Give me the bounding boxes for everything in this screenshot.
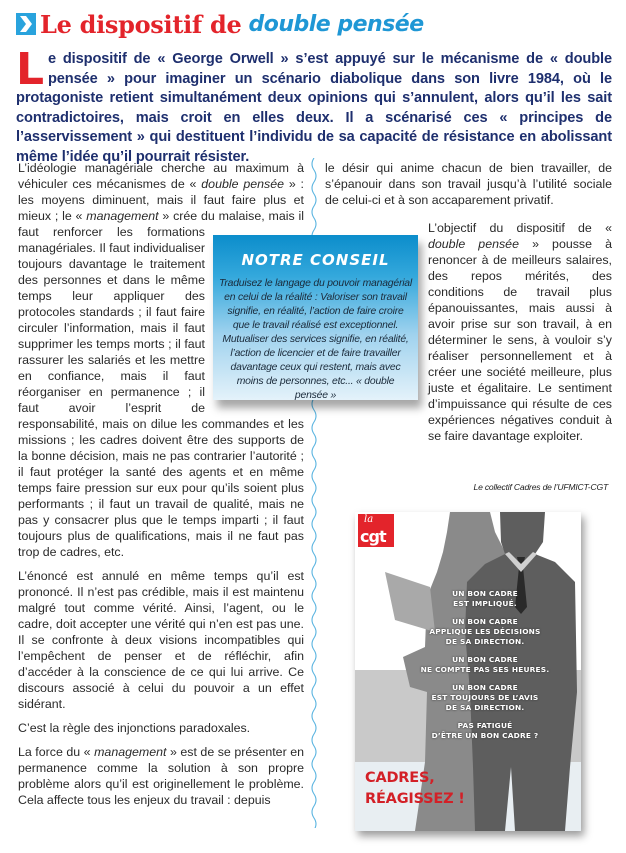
poster-message-line: UN BON CADRE [452,655,518,664]
text-span: La force du « [18,745,95,759]
left-paragraph-3: C’est la règle des injonctions paradoxales. [18,721,251,735]
cgt-poster [355,512,581,831]
poster-message [405,617,565,647]
signature: Le collectif Cadres de l’UFMICT-CGT [473,482,608,492]
text-span: L’objectif du dispositif de « [428,221,612,235]
conseil-box [213,235,418,400]
emphasis: management [86,209,159,223]
left-paragraph-4 [18,744,304,808]
drop-cap: L [16,44,44,95]
poster-message-line: PAS FATIGUÉ [457,721,513,730]
poster-message-line: UN BON CADRE [452,589,518,598]
text-span: » pousse à renoncer à de meilleurs salaires, des repos mérités, des conditions de travail plus épanouissantes, mais aussi à avoir prise sur son travail, à en déterminer le sens, à vouloir s’y réaliser personnellement et à créer une société meilleure, plus juste et égalitaire. Le sentiment d’impuissance qui résulte de ces expériences négatives conduit à se faire davantage exploiter. [428,237,612,443]
cgt-logo-text: cgt [360,527,386,546]
conseil-text: Traduisez le langage du pouvoir managérial en celui de la réalité : Valoriser son travail signifie, en réalité, l’action de faire croire que le travail réalisé est exceptionnel. Mutualiser des services signifie, en réalité, l’action de licencier et de faire travailler davantage ceux qui restent, mais avec moins de personnes, etc... « double pensée » [219,278,412,400]
poster-messages [405,589,565,749]
text-span: » est de se présenter en permanence comme la solution à son propre problème alors qu’il est originellement le problème. Cela affecte tous les enjeux du travail : depuis [18,745,304,807]
poster-message-line: UN BON CADRE [452,617,518,626]
title-main: Le dispositif de [40,9,242,39]
poster-message-line: EST IMPLIQUÉ. [453,599,517,608]
right-column-top [325,160,612,216]
text-span: L’idéologie managériale cherche au maximum à véhiculer ces mécanismes de « [18,161,304,191]
right-paragraph-2 [428,220,612,444]
right-paragraph-1: le désir qui anime chacun de bien travailler, de s’épanouir dans son travail jusqu’à l’utilité sociale de celui-ci et à son accaparement privatif. [325,161,612,207]
cta-line-2: RÉAGISSEZ ! [365,791,465,807]
text-span: » : les moyens diminuent, mais il faut faire plus et mieux ; le « [18,177,304,223]
poster-message [405,589,565,609]
left-paragraph-2: L’énoncé est annulé en même temps qu’il est prononcé. Il n’est pas crédible, mais il est maintenu malgré tout comme vérité. Ainsi, l’agent, ou le cadre, doit accepter une vérité qui n’en est pas une. Il se confronte à deux visions incompatibles qui l’empêchent de penser et de réfléchir, afin d’accéder à la conscience de ce qui lui arrive. Ce discours associé à celui du pouvoir a un effet sidérant. [18,569,304,711]
text-span: » crée du malaise, mais il faut renforcer les formations managériales. Il faut individualiser toujours davantage le traitement des personnes et dans le même temps leur appliquer des protocoles standards ; il faut faire circuler l’information, mais il faut supprimer les temps morts ; il faut rassurer les salariés et les mettre en confiance, mais il faut réorganiser en permanence ; il faut avoir l’esprit de responsabilité, mais on dilue les commandes et les missions ; les cadres doivent être des supports de la bonne décision, mais ne pas contrarier l’autorité ; il faut protéger la santé des agents et en même temps faire pression sur eux pour qu’ils soient plus performants ; il faut un travail de qualité, mais ne pas y consacrer plus que le temps imparti ; il faut toujours plus de qualifications, mais il ne faut pas trop de cadres, etc. [18,209,304,559]
chevron-right-icon [16,13,36,35]
emphasis: double pensée [201,177,284,191]
title-accent: double pensée [248,11,424,37]
poster-message-line: NE COMPTE PAS SES HEURES. [420,665,550,674]
conseil-title: NOTRE CONSEIL [241,251,390,269]
poster-message [405,655,565,675]
intro-text: e dispositif de « George Orwell » s’est appuyé sur le mécanisme de « double pensée » pour imaginer un scénario diabolique dans son livre 1984, où le protagoniste retient simultanément deux opinions qui s’annulent, alors qu’il les sait contradictoires, mais croit en elles deux. Il a scénarisé ces « principes de l’asservissement » qui destituent l’individu de sa capacité de résistance en abolissant même l’idée qu’il pourrait résister. [16,51,612,165]
article-title [16,10,424,38]
emphasis: management [94,745,167,759]
poster-message-line: EST TOUJOURS DE L’AVIS [431,693,539,702]
poster-message-line: APPLIQUE LES DÉCISIONS [429,627,541,636]
poster-message [405,721,565,741]
cgt-logo-script: la [364,514,374,525]
poster-call-to-action [365,768,465,810]
right-column-mid [428,220,612,452]
poster-message [405,683,565,713]
cgt-logo [358,514,394,547]
emphasis: double pensée [428,237,519,251]
poster-message-line: DE SA DIRECTION. [445,637,525,646]
poster-message-line: DE SA DIRECTION. [445,703,525,712]
cta-line-1: CADRES, [365,770,435,786]
intro-paragraph [16,44,612,168]
poster-message-line: D’ÊTRE UN BON CADRE ? [431,731,539,740]
poster-message-line: UN BON CADRE [452,683,518,692]
